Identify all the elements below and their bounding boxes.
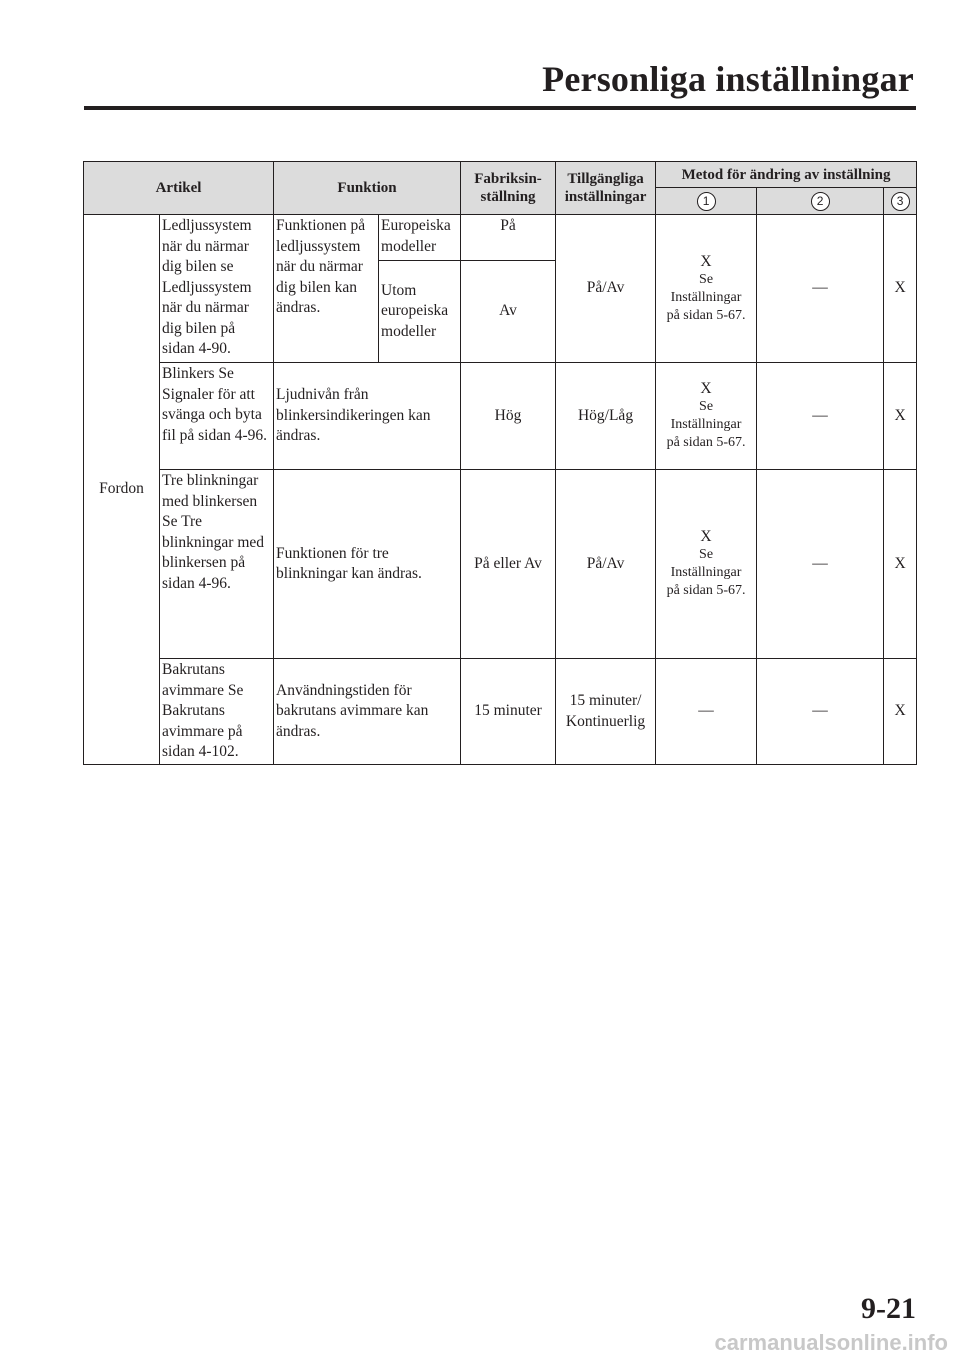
header-divider xyxy=(84,106,916,110)
default-cell: På xyxy=(461,215,556,261)
funktion-cell: Funktionen på ledljussystem när du närmar dig bilen kan ändras. xyxy=(274,215,379,363)
method-see: Se xyxy=(699,271,714,287)
method-3-cell: X xyxy=(884,470,917,659)
method-mark: X xyxy=(700,252,712,270)
method-1-cell xyxy=(656,470,757,659)
page-number: 9-21 xyxy=(861,1292,916,1325)
header-tillgangliga: Tillgängliga inställningar xyxy=(556,162,656,215)
method-3-cell: X xyxy=(884,215,917,363)
page-title: Personliga inställningar xyxy=(542,59,914,99)
method-2-cell: — xyxy=(757,215,884,363)
settings-table xyxy=(83,161,917,765)
method-see: Se xyxy=(699,547,714,562)
default-cell: Av xyxy=(461,261,556,363)
circled-2-icon: 2 xyxy=(811,192,830,211)
table-row xyxy=(84,363,917,470)
artikel-cell: Blinkers Se Signaler för att svänga och byta fil på sidan 4-96. xyxy=(160,363,274,470)
artikel-cell: Ledljussystem när du närmar dig bilen se Ledljussystem när du närmar dig bilen på sidan 4-90. xyxy=(160,215,274,363)
method-see: Se xyxy=(699,399,714,414)
method-ref: Inställningar xyxy=(670,289,742,305)
default-cell: Hög xyxy=(461,363,556,470)
method-1-cell: — xyxy=(656,659,757,765)
header-method-3 xyxy=(884,188,917,215)
default-cell: 15 minuter xyxy=(461,659,556,765)
table-row xyxy=(84,470,917,659)
header-funktion: Funktion xyxy=(274,162,461,215)
method-mark: X xyxy=(700,380,712,397)
artikel-cell: Bakrutans avimmare Se Bakrutans avimmare på sidan 4-102. xyxy=(160,659,274,765)
header-artikel: Artikel xyxy=(84,162,274,215)
method-3-cell: X xyxy=(884,363,917,470)
group-fordon: Fordon xyxy=(84,215,160,765)
available-cell: Hög/Låg xyxy=(556,363,656,470)
header-method-2 xyxy=(757,188,884,215)
header-fabriksinstallning: Fabriksin-ställning xyxy=(461,162,556,215)
method-page: på sidan 5-67. xyxy=(666,435,746,450)
method-2-cell: — xyxy=(757,470,884,659)
circled-1-icon: 1 xyxy=(697,192,716,211)
method-page: på sidan 5-67. xyxy=(666,583,746,598)
method-ref: Inställningar xyxy=(670,417,742,432)
header-metod: Metod för ändring av inställning xyxy=(656,162,917,188)
funktion-cell: Ljudnivån från blinkersindikeringen kan ändras. xyxy=(274,363,461,470)
method-ref: Inställningar xyxy=(670,565,742,580)
method-page: på sidan 5-67. xyxy=(666,307,746,323)
model-cell: Utom europeiska modeller xyxy=(379,261,461,363)
funktion-cell: Funktionen för tre blinkningar kan ändras. xyxy=(274,470,461,659)
funktion-cell: Användningstiden för bakrutans avimmare kan ändras. xyxy=(274,659,461,765)
available-cell: På/Av xyxy=(556,470,656,659)
circled-3-icon: 3 xyxy=(891,192,910,211)
model-cell: Europeiska modeller xyxy=(379,215,461,261)
available-cell: 15 minuter/ Kontinuerlig xyxy=(556,659,656,765)
default-cell: På eller Av xyxy=(461,470,556,659)
header-method-1 xyxy=(656,188,757,215)
method-2-cell: — xyxy=(757,363,884,470)
method-1-cell xyxy=(656,363,757,470)
method-2-cell: — xyxy=(757,659,884,765)
artikel-cell: Tre blinkningar med blinkersen Se Tre blinkningar med blinkersen på sidan 4-96. xyxy=(160,470,274,659)
table-row xyxy=(84,215,917,261)
method-mark: X xyxy=(700,528,712,545)
table-row xyxy=(84,659,917,765)
method-3-cell: X xyxy=(884,659,917,765)
method-1-cell xyxy=(656,215,757,363)
watermark: carmanualsonline.info xyxy=(714,1330,948,1355)
available-cell: På/Av xyxy=(556,215,656,363)
